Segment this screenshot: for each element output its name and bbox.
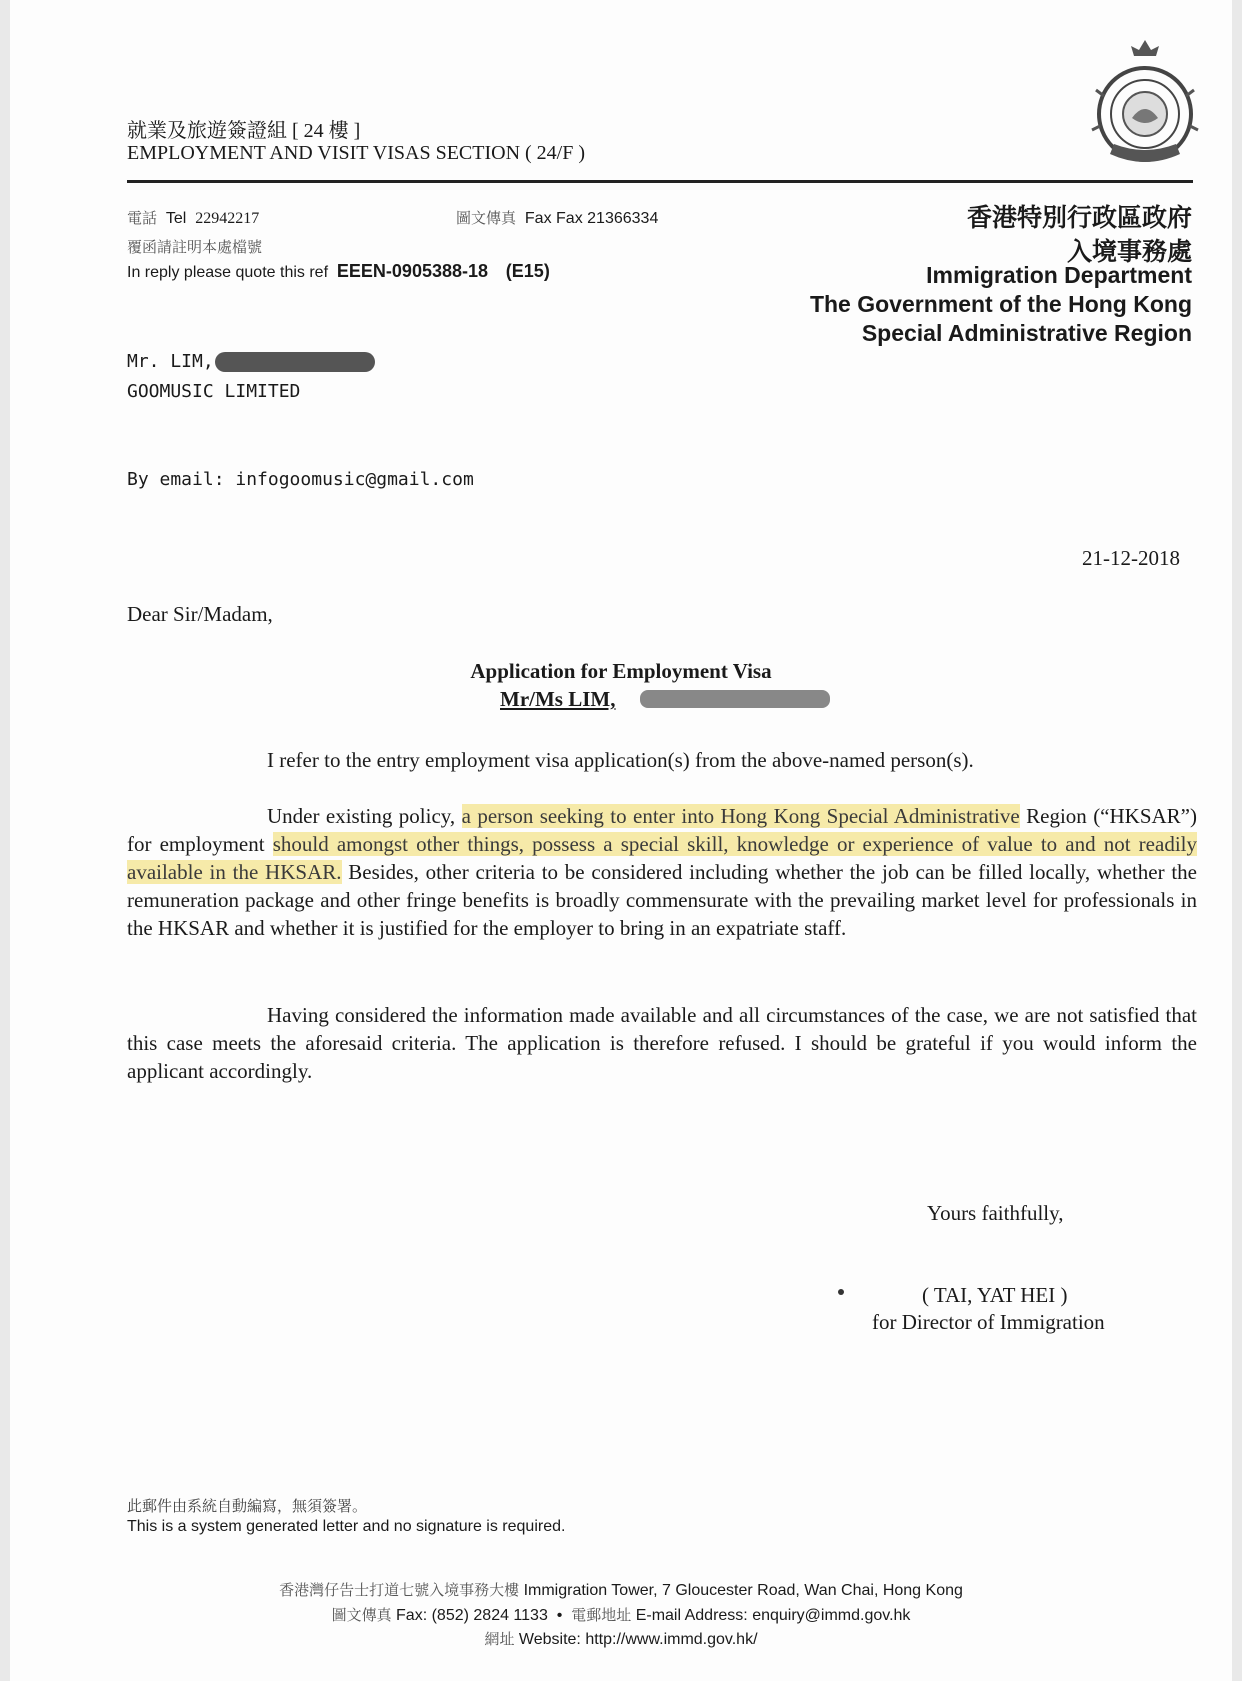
crest-icon [1090,36,1200,166]
footer-email-zh: 電郵地址 [571,1608,632,1624]
footer-address-en: Immigration Tower, 7 Gloucester Road, Wan Chai, Hong Kong [523,1582,963,1599]
quote-ref-en: In reply please quote this ref [127,264,329,281]
header-divider [127,180,1193,183]
paragraph-2 [127,802,1197,942]
recipient-email: By email: infogoomusic@gmail.com [127,469,474,490]
paragraph-2-text: Under existing policy, [267,804,462,828]
fax-label-zh: 圖文傳真 [456,211,517,227]
reference-line [127,261,550,282]
signer-title: for Director of Immigration [872,1310,1105,1334]
footer-contact: 圖文傳真 Fax: (852) 2824 1133 • 電郵地址 E-mail Address: enquiry@immd.gov.hk [331,1607,911,1624]
section-name-en: EMPLOYMENT AND VISIT VISAS SECTION ( 24/F ) [127,142,586,164]
recipient-company: GOOMUSIC LIMITED [127,381,301,402]
letter-page [10,0,1232,1681]
tel-label-en: Tel [165,210,187,227]
signer-name: ( TAI, YAT HEI ) [922,1283,1068,1307]
salutation: Dear Sir/Madam, [127,602,273,626]
footer-web-en[interactable]: Website: http://www.immd.gov.hk/ [518,1631,758,1648]
footer-address [10,1579,1232,1600]
tel-number: 22942217 [195,210,260,227]
reference-number: EEEN-0905388-18 [336,261,489,281]
department-zh-line2: 入境事務處 [1066,238,1192,266]
system-note-en: This is a system generated letter and no signature is required. [127,1518,566,1535]
department-en-line3: Special Administrative Region [861,320,1192,346]
paragraph-1: I refer to the entry employment visa application(s) from the above-named person(s). [267,748,974,772]
section-name-zh: 就業及旅遊簽證組 [ 24 樓 ] [127,120,361,142]
footer-email-en: E-mail Address: enquiry@immd.gov.hk [635,1607,911,1624]
recipient-name: Mr. LIM, [127,351,214,372]
department-en-line1: Immigration Department [926,262,1192,288]
closing: Yours faithfully, [927,1201,1064,1225]
paragraph-2-text: Region (“HKSAR”) for employment [127,804,1197,856]
paragraph-3: Having considered the information made available and all circumstances of the case, we are not satisfied that this case meets the aforesaid criteria. The application is therefore refused. I should be grateful if you would inform the applicant accordingly. [127,1003,1197,1083]
footer-web-zh: 網址 [484,1632,515,1648]
footer-fax-en: Fax: (852) 2824 1133 [396,1607,548,1624]
system-note-zh: 此郵件由系統自動編寫，無須簽署。 [127,1499,368,1515]
fax-number: 21366334 [587,210,659,227]
highlighted-text: should amongst other things, possess a special skill, knowledge or experience of value to and not readily available in the HKSAR. [127,832,1197,884]
tel-line [127,207,259,228]
fax-line [456,207,658,228]
fax-label-en: Fax Fax [524,210,583,227]
subject-name: Mr/Ms LIM, [500,687,616,711]
redaction-bar [215,352,375,372]
tel-label-zh: 電話 [127,211,158,227]
footer-address-zh: 香港灣仔告士打道七號入境事務大樓 [279,1583,520,1599]
redaction-bar [640,690,830,708]
paragraph-2-text: Besides, other criteria to be considered including whether the job can be filled locally, whether the remuneration package and other fringe benefits is broadly commensurate with the prevailing market level for professionals in the HKSAR and whether it is justified for the employer to bring in an expatriate staff. [127,860,1197,940]
subject-title: Application for Employment Visa [470,659,772,683]
department-zh-line1: 香港特別行政區政府 [966,204,1192,232]
footer-website [10,1628,1232,1649]
reference-code: (E15) [505,261,550,281]
highlighted-text: a person seeking to enter into Hong Kong Special Administrative [461,804,1020,828]
letter-date: 21-12-2018 [1082,546,1180,570]
signature-dot [838,1289,844,1295]
quote-ref-zh: 覆函請註明本處檔號 [127,240,263,256]
department-en-line2: The Government of the Hong Kong [809,291,1192,317]
footer-fax-zh: 圖文傳真 [331,1608,392,1624]
